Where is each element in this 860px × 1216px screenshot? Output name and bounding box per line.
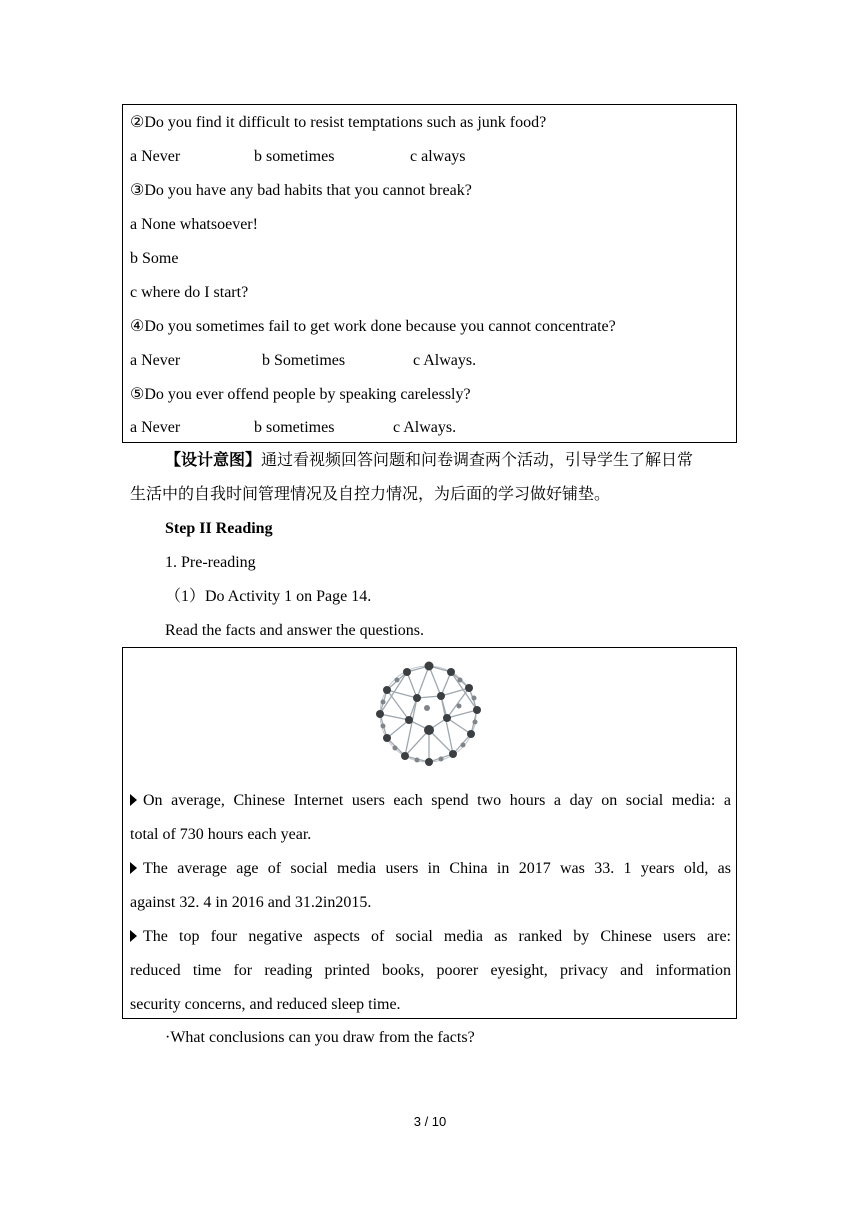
fact-3-line-3: security concerns, and reduced sleep time. (130, 996, 401, 1013)
bullet-triangle-icon (130, 930, 137, 942)
question-3: ③Do you have any bad habits that you cannot break? (130, 182, 472, 199)
q3-option-c: c where do I start? (130, 284, 249, 301)
page-number: 3 / 10 (413, 1114, 447, 1129)
q2-option-c: c always (410, 148, 466, 165)
design-intent-label: 【设计意图】 (165, 452, 262, 469)
fact-2-line-1: The average age of social media users in China in 2017 was 33. 1 years old, as (130, 859, 731, 879)
q4-option-b: b Sometimes (262, 352, 346, 369)
pre-reading-heading: 1. Pre-reading (165, 554, 256, 571)
fact-3-line-2: reduced time for reading printed books, poorer eyesight, privacy and information (130, 962, 731, 979)
step-heading: Step II Reading (165, 520, 273, 537)
fact-3-line-1: The top four negative aspects of social media as ranked by Chinese users are: (130, 927, 731, 947)
question-2: ②Do you find it difficult to resist temptations such as junk food? (130, 114, 547, 131)
network-globe-image (347, 658, 513, 768)
q2-option-b: b sometimes (254, 148, 335, 165)
fact-2-line-2: against 32. 4 in 2016 and 31.2in2015. (130, 894, 372, 911)
q5-option-b: b sometimes (254, 419, 335, 436)
facts-box (122, 647, 737, 1019)
design-intent-line-1 (165, 451, 693, 471)
design-intent-text-1: 通过看视频回答问题和问卷调查两个活动，引导学生了解日常 (261, 452, 694, 469)
question-5: ⑤Do you ever offend people by speaking carelessly? (130, 386, 471, 403)
bullet-triangle-icon (130, 862, 137, 874)
conclusion-question: ·What conclusions can you draw from the facts? (165, 1029, 475, 1046)
fact-1-line-2: total of 730 hours each year. (130, 826, 312, 843)
fact-1-line-1: On average, Chinese Internet users each spend two hours a day on social media: a (130, 791, 731, 811)
q4-option-c: c Always. (413, 352, 477, 369)
activity-instruction: （1）Do Activity 1 on Page 14. (165, 588, 372, 605)
question-4: ④Do you sometimes fail to get work done because you cannot concentrate? (130, 318, 616, 335)
survey-box (122, 104, 737, 443)
q3-option-b: b Some (130, 250, 179, 267)
bullet-triangle-icon (130, 794, 137, 806)
reading-instruction: Read the facts and answer the questions. (165, 622, 425, 639)
q3-option-a: a None whatsoever! (130, 216, 258, 233)
q5-option-c: c Always. (393, 419, 457, 436)
q2-option-a: a Never (130, 148, 181, 165)
q5-option-a: a Never (130, 419, 181, 436)
design-intent-line-2: 生活中的自我时间管理情况及自控力情况，为后面的学习做好铺垫。 (130, 486, 611, 503)
q4-option-a: a Never (130, 352, 181, 369)
